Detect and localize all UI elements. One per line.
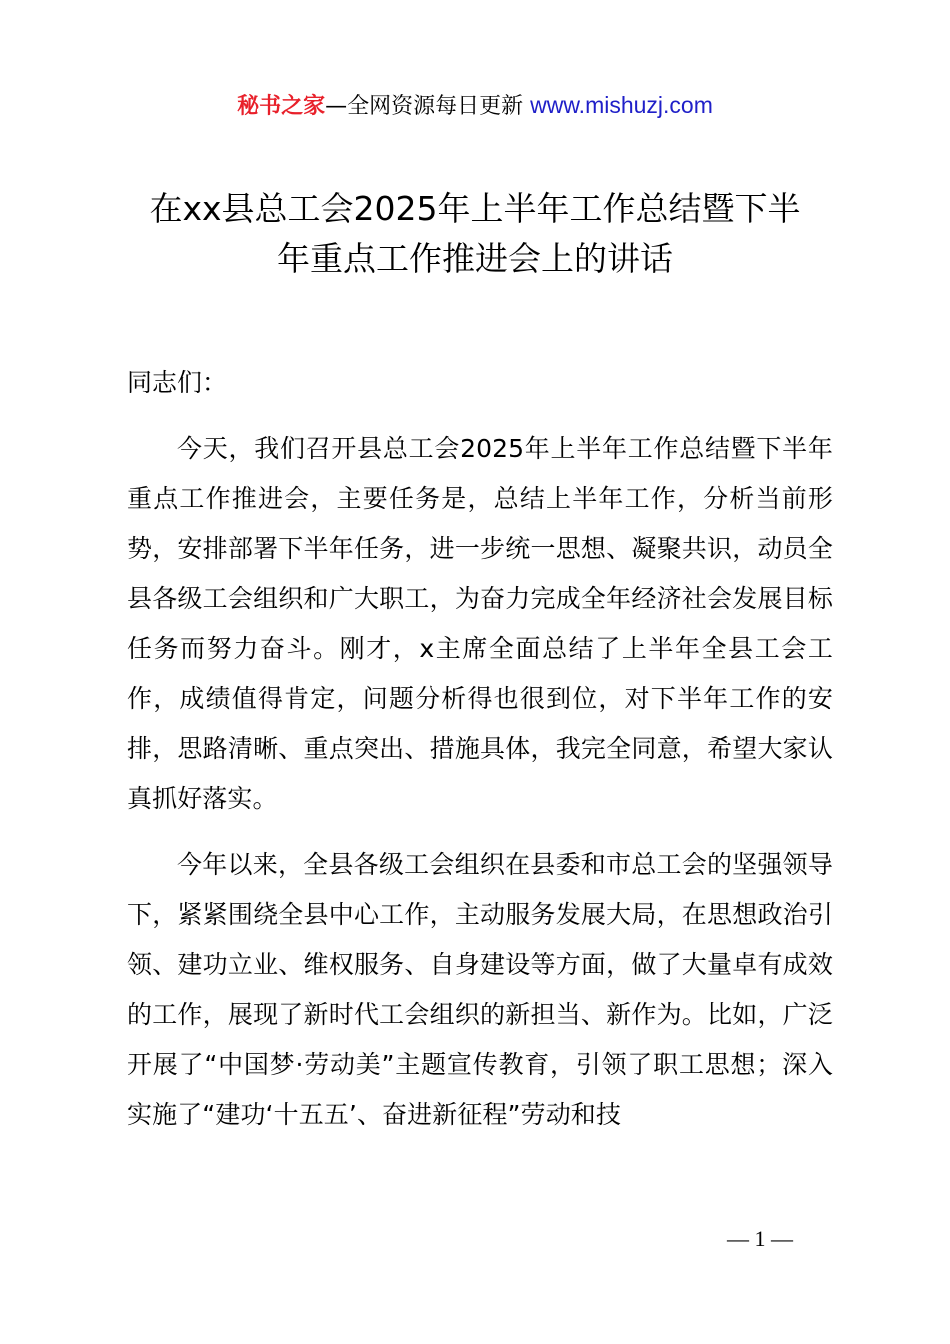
salutation: 同志们：: [127, 368, 228, 397]
site-url-link[interactable]: www.mishuzj.com: [530, 92, 713, 118]
body-paragraph-1: 今天，我们召开县总工会2025年上半年工作总结暨下半年重点工作推进会，主要任务是，总结上半年工作，分析当前形势，安排部署下半年任务，进一步统一思想、凝聚共识，动员全县各级工会组织和广大职工，为奋力完成全年经济社会发展目标任务而努力奋斗。刚才，x主席全面总结了上半年全县工会工作，成绩值得肯定，问题分析得也很到位，对下半年工作的安排，思路清晰、重点突出、措施具体，我完全同意，希望大家认真抓好落实。: [127, 434, 833, 813]
title-line-2: 年重点工作推进会上的讲话: [277, 239, 673, 278]
document-title: [100, 184, 850, 284]
document-body: [127, 358, 833, 1156]
title-line-1: 在xx县总工会2025年上半年工作总结暨下半: [149, 189, 801, 228]
site-brand: 秘书之家: [237, 94, 326, 119]
body-paragraph-2: 今年以来，全县各级工会组织在县委和市总工会的坚强领导下，紧紧围绕全县中心工作，主动服务发展大局，在思想政治引领、建功立业、维权服务、自身建设等方面，做了大量卓有成效的工作，展现了新时代工会组织的新担当、新作为。比如，广泛开展了“中国梦·劳动美”主题宣传教育，引领了职工思想；深入实施了“建功‘十五五’、奋进新征程”劳动和技: [127, 850, 833, 1129]
page-number: — 1 —: [727, 1226, 793, 1251]
site-tagline: —全网资源每日更新: [325, 94, 531, 119]
site-header: [0, 88, 950, 124]
